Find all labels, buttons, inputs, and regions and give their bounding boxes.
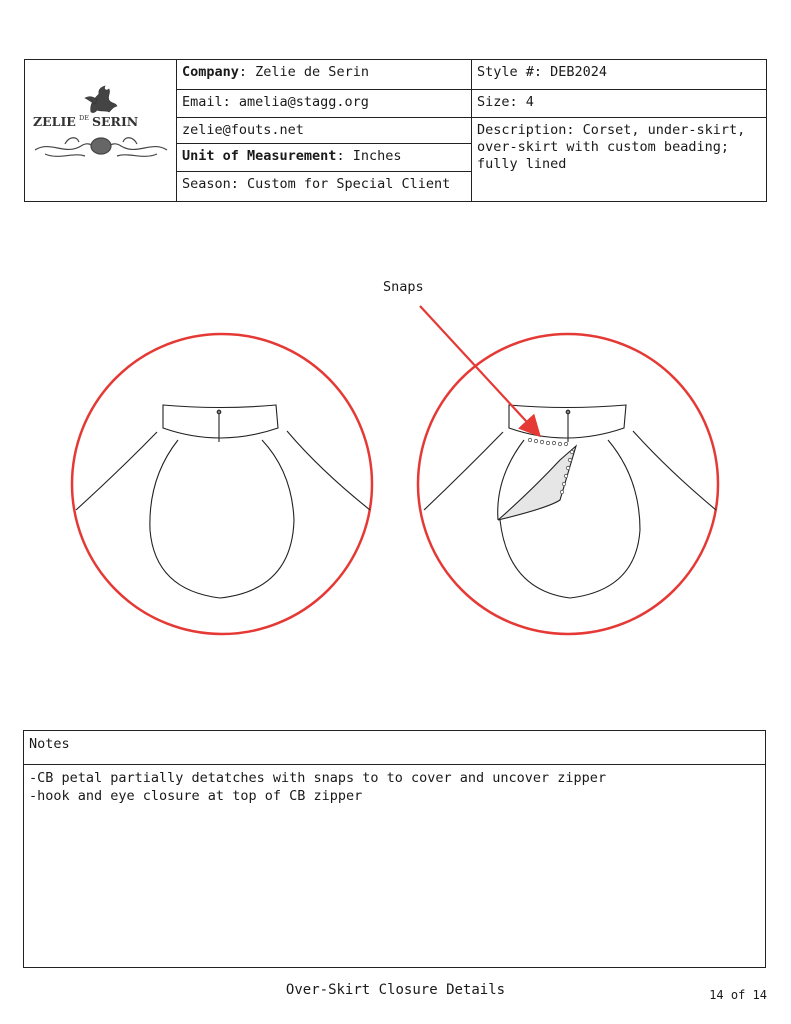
style-cell <box>472 60 766 90</box>
size-cell <box>472 90 766 118</box>
logo-cell <box>25 60 177 201</box>
snaps-callout-label: Snaps <box>383 279 424 295</box>
uom-value: : Inches <box>336 148 402 164</box>
left-garment-back <box>76 405 370 598</box>
notes-box <box>23 730 766 968</box>
notes-body <box>24 765 765 809</box>
ornament-icon <box>35 138 167 157</box>
crest-icon <box>85 86 117 113</box>
description-cell <box>472 118 766 201</box>
size-line: Size: 4 <box>477 94 534 110</box>
company-cell <box>177 60 472 90</box>
svg-text:DE: DE <box>79 114 89 122</box>
notes-title: Notes <box>24 731 765 765</box>
uom-cell <box>177 143 472 172</box>
description-line: Description: Corset, under-skirt, over-skirt with custom beading; fully lined <box>477 122 746 172</box>
page-number: 14 of 14 <box>709 988 767 1002</box>
season-line: Season: Custom for Special Client <box>182 176 451 192</box>
uom-label: Unit of Measurement <box>182 148 337 164</box>
snaps-column <box>560 450 573 493</box>
notes-line: -CB petal partially detatches with snaps to to cover and uncover zipper <box>29 770 607 786</box>
logo-text: ZELIE <box>33 114 76 129</box>
left-detail-circle <box>72 334 372 634</box>
right-garment-back <box>424 405 716 598</box>
email-line-2: zelie@fouts.net <box>182 122 304 138</box>
email-cell-2 <box>177 118 472 143</box>
snaps-arrow <box>420 306 538 434</box>
style-line: Style #: DEB2024 <box>477 64 608 80</box>
company-label: Company <box>182 64 239 80</box>
page-footer-title: Over-Skirt Closure Details <box>285 982 506 998</box>
email-line: Email: amelia@stagg.org <box>182 94 369 110</box>
spec-header-table <box>24 59 767 202</box>
season-cell <box>177 172 472 201</box>
zelie-de-serin-logo <box>25 60 177 200</box>
svg-text:SERIN: SERIN <box>92 114 139 129</box>
email-cell <box>177 90 472 118</box>
notes-line: -hook and eye closure at top of CB zipper <box>29 788 363 804</box>
right-detail-circle <box>418 334 718 634</box>
snaps-row <box>528 438 567 445</box>
company-value: : Zelie de Serin <box>238 64 369 80</box>
